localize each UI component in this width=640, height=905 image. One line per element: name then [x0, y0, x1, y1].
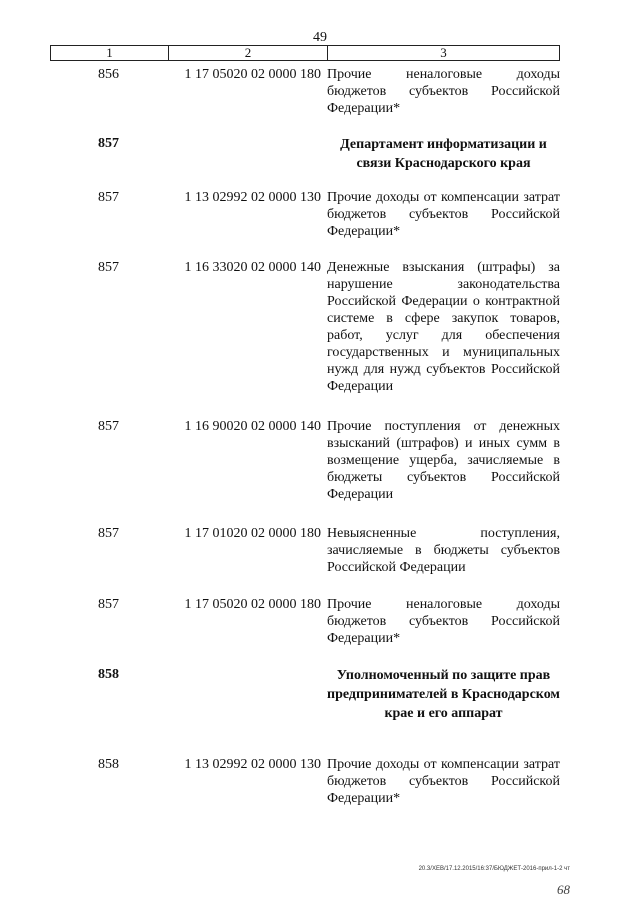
admin-code: 857 — [98, 526, 119, 541]
column-header-2: 2 — [169, 46, 328, 60]
admin-code: 857 — [98, 260, 119, 275]
department-name: Департамент информатизации и связи Краснодарского края — [340, 137, 547, 171]
admin-code: 857 — [98, 419, 119, 434]
revenue-name: Прочие доходы от компенсации затрат бюджетов субъектов Российской Федерации* — [327, 190, 560, 239]
revenue-name: Прочие доходы от компенсации затрат бюджетов субъектов Российской Федерации* — [327, 757, 560, 806]
revenue-name: Денежные взыскания (штрафы) за нарушение законодательства Российской Федерации о контрактной системе в сфере закупок товаров, работ, услуг для обеспечения государственных и муниципальных нужд для нужд субъектов Российской Федерации — [327, 260, 560, 394]
admin-code: 857 — [98, 136, 119, 151]
admin-code: 858 — [98, 667, 119, 682]
table-header — [50, 45, 560, 61]
admin-code: 856 — [98, 67, 119, 82]
admin-code: 857 — [98, 597, 119, 612]
revenue-code: 1 13 02992 02 0000 130 — [184, 757, 321, 772]
revenue-code: 1 16 90020 02 0000 140 — [184, 419, 321, 434]
column-header-1: 1 — [51, 46, 169, 60]
revenue-name: Прочие неналоговые доходы бюджетов субъектов Российской Федерации* — [327, 67, 560, 116]
revenue-code: 1 13 02992 02 0000 130 — [184, 190, 321, 205]
footer-file-reference: 20.3/ХЕВ/17.12.2015/16:37/БЮДЖЕТ-2016-прил-1-2 чт — [418, 866, 570, 872]
department-name: Уполномоченный по защите прав предпринимателей в Краснодарском крае и его аппарат — [327, 668, 560, 721]
revenue-name: Прочие неналоговые доходы бюджетов субъектов Российской Федерации* — [327, 597, 560, 646]
revenue-name: Невыясненные поступления, зачисляемые в бюджеты субъектов Российской Федерации — [327, 526, 560, 575]
corner-page-number: 68 — [557, 882, 570, 897]
revenue-code: 1 17 05020 02 0000 180 — [184, 67, 321, 82]
admin-code: 858 — [98, 757, 119, 772]
revenue-code: 1 16 33020 02 0000 140 — [184, 260, 321, 275]
admin-code: 857 — [98, 190, 119, 205]
page-number: 49 — [313, 30, 327, 45]
revenue-name: Прочие поступления от денежных взысканий (штрафов) и иных сумм в возмещение ущерба, зачисляемые в бюджеты субъектов Российской Федерации — [327, 419, 560, 502]
column-header-3: 3 — [440, 45, 447, 60]
revenue-code: 1 17 01020 02 0000 180 — [184, 526, 321, 541]
revenue-code: 1 17 05020 02 0000 180 — [184, 597, 321, 612]
